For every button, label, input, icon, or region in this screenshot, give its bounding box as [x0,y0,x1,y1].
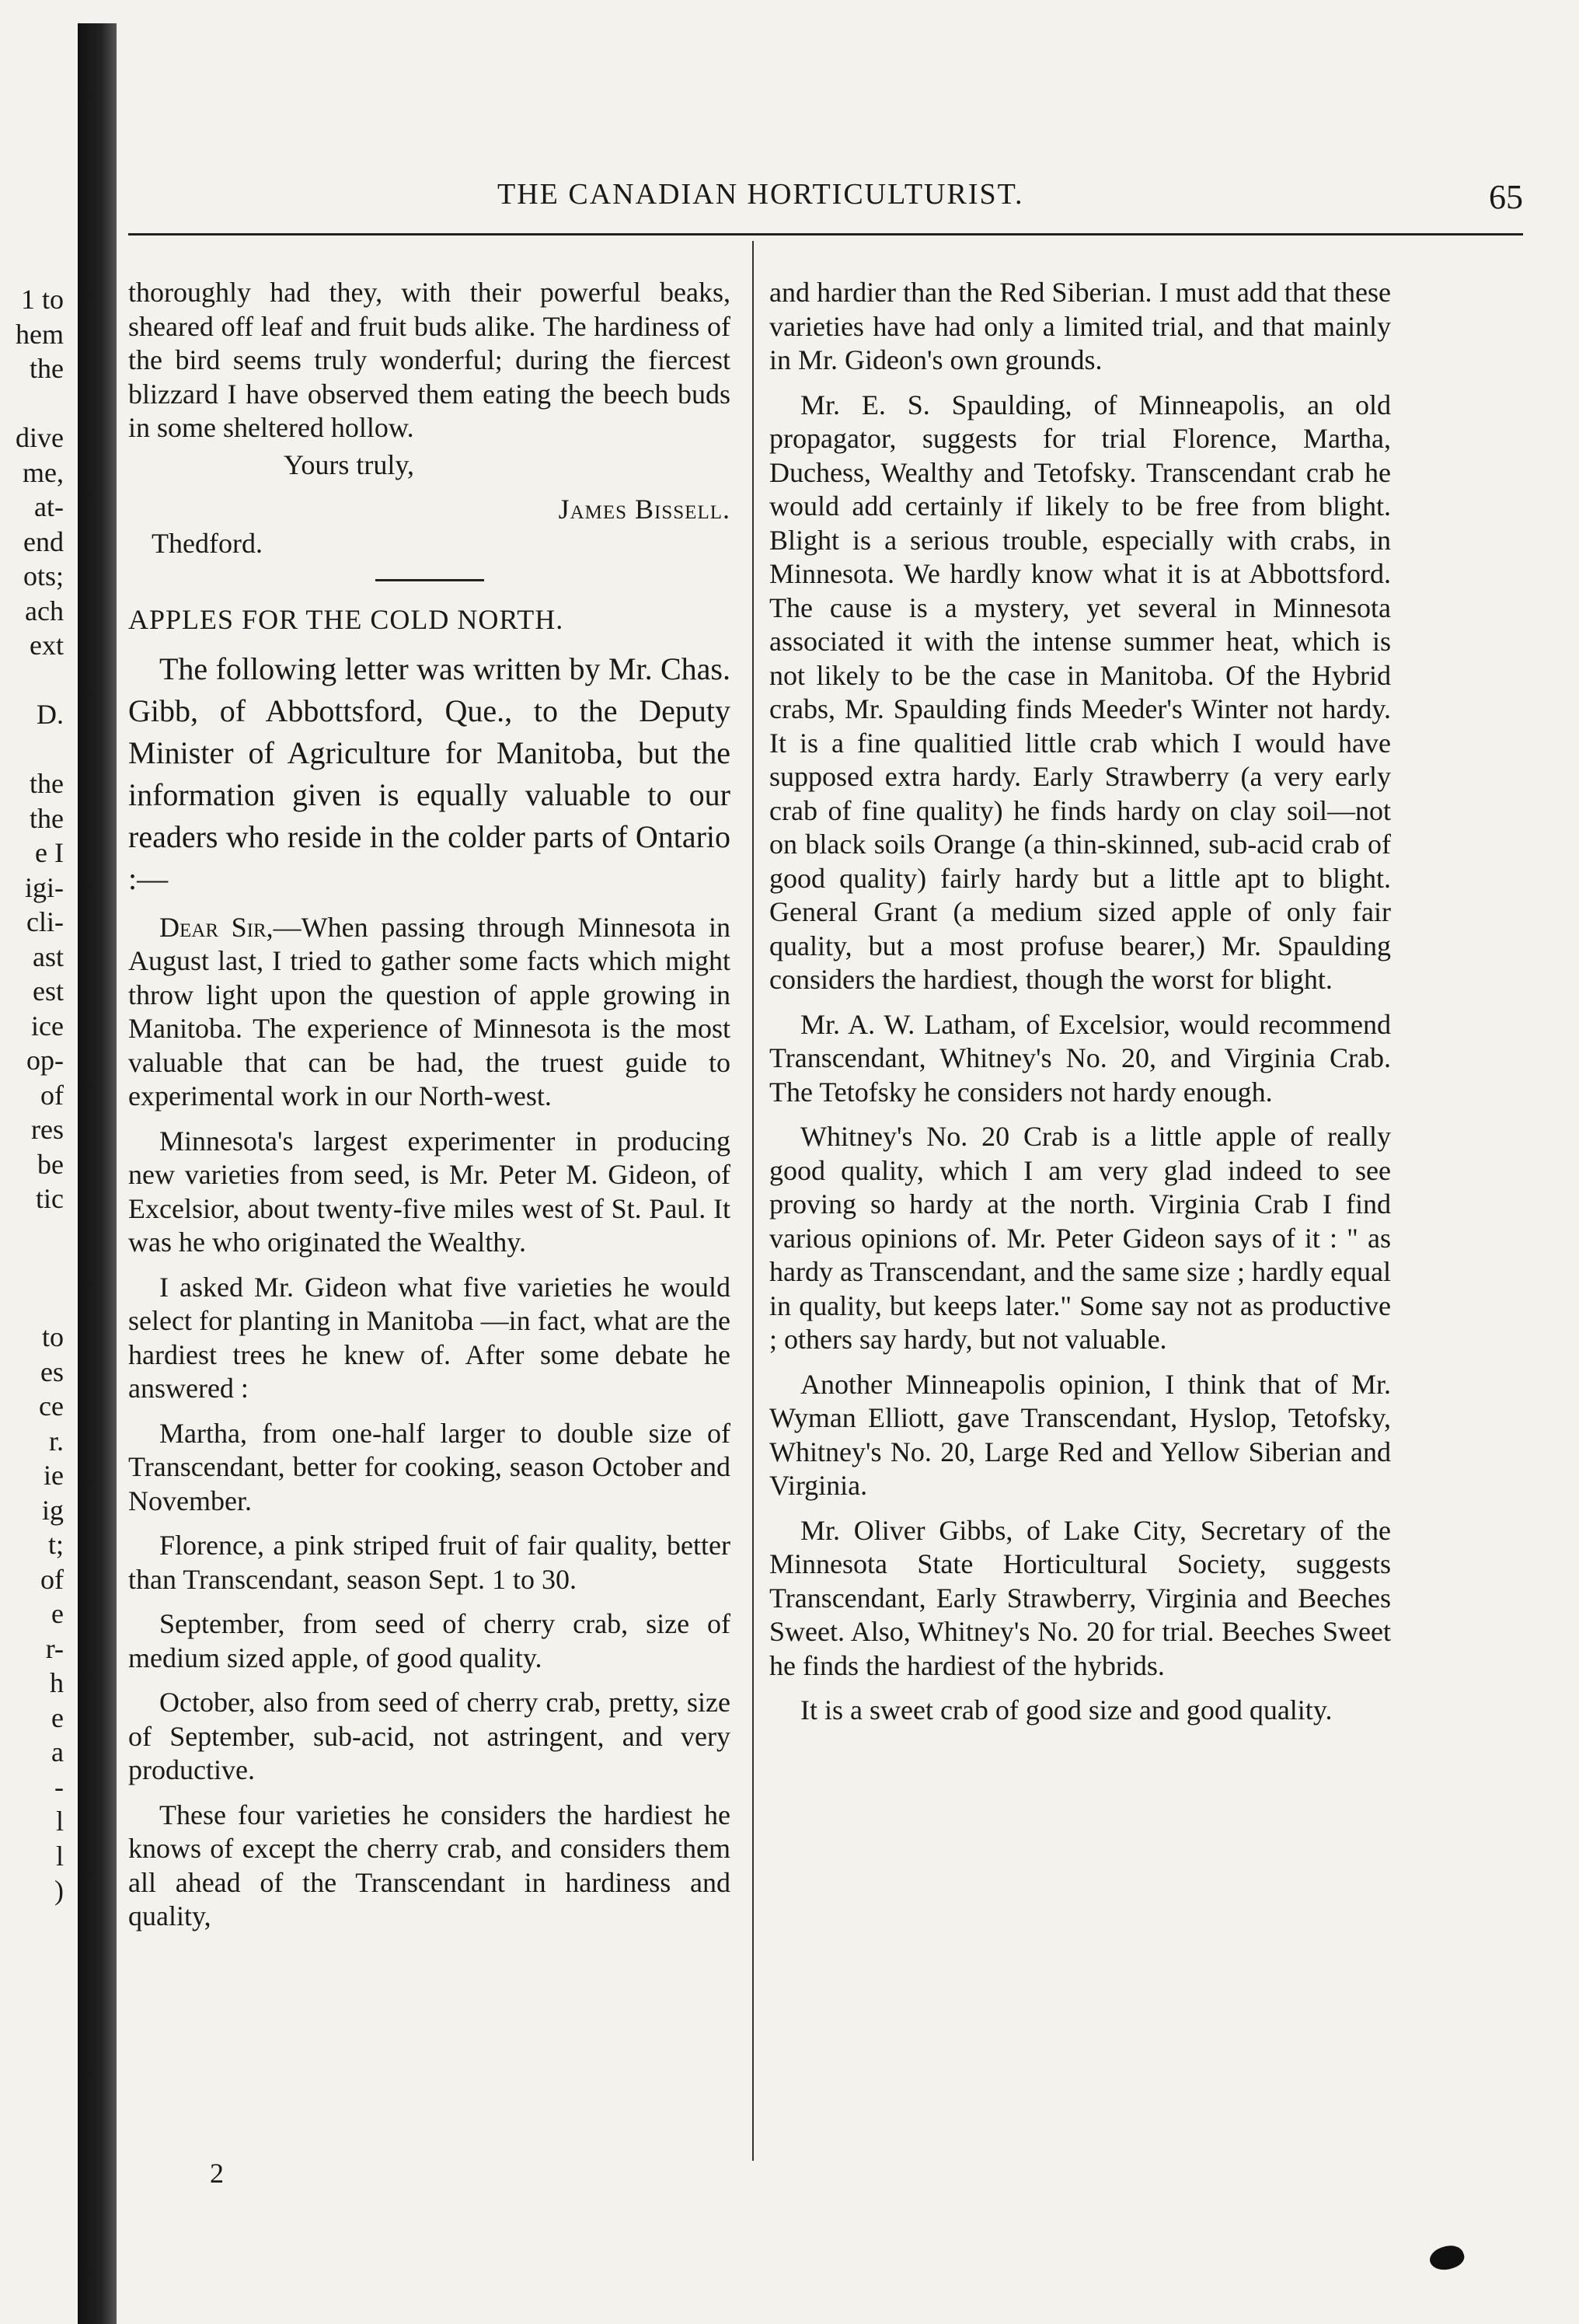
previous-page-fragment: end [23,525,64,557]
paragraph: It is a sweet crab of good size and good quality. [800,1694,1333,1726]
letter-signature: James Bissell. [558,494,730,525]
previous-page-fragment: e [51,1598,64,1629]
paragraph: Another Minneapolis opinion, I think that of Mr. Wyman Elliott, gave Transcendant, Hyslop, Tetofsky, Whitney's No. 20, Large Red and Yellow Siberian and Virginia. [769,1368,1391,1501]
previous-page-fragment: - [54,1771,64,1802]
column-divider [752,241,754,2161]
letter-place: Thedford. [152,527,263,559]
ink-blot [1427,2241,1467,2274]
previous-page-fragment: of [40,1079,64,1111]
previous-page-fragment: the [30,802,64,834]
paragraph: I asked Mr. Gideon what five varieties he would select for planting in Manitoba —in fact, what are the hardiest trees he knew of. After some debate he answered : [128,1271,730,1404]
previous-page-fragment: dive [16,422,64,453]
right-column [769,276,1391,1739]
previous-page-fragment: D. [37,699,64,730]
paragraph: and hardier than the Red Siberian. I must add that these varieties have had only a limited trial, and that mainly in Mr. Gideon's own grounds. [769,277,1391,375]
paragraph: Mr. E. S. Spaulding, of Minneapolis, an old propagator, suggests for trial Florence, Martha, Duchess, Wealthy and Tetofsky. Transcendant crab he would add certainly if likely to be free from blight. Blight is a serious trouble, especially with crabs, in Minnesota. We hardly know what it is at Abbottsford. The cause is a mystery, yet several in Minnesota associated it with the intense summer heat, which is not likely to be the case in Manitoba. Of the Hybrid crabs, Mr. Spaulding finds Meeder's Winter not hardy. It is a fine qualitied little crab which I would have supposed extra hardy. Early Strawberry (a very early crab of fine quality) he finds hardy on clay soil—not on black soils Orange (a thin-skinned, sub-acid crab of good quality) fairly hardy but a little apt to blight. General Grant (a medium sized apple of only fair quality, but a most profuse bearer,) Mr. Spaulding considers the hardiest, though the worst for blight. [769,389,1391,995]
running-header [311,177,1523,221]
previous-page-fragment: es [40,1356,64,1387]
previous-page-fragment: ce [39,1391,64,1422]
previous-page-fragment: the [30,353,64,384]
previous-page-fragment: ext [30,630,64,661]
paragraph: Florence, a pink striped fruit of fair quality, better than Transcendant, season Sept. 1 to 30. [128,1530,730,1595]
previous-page-fragment: cli- [26,906,64,937]
previous-page-fragment: igi- [25,871,64,903]
previous-page-fragment: ice [31,1010,64,1042]
previous-page-fragment: ) [54,1875,64,1906]
paragraph: Mr. Oliver Gibbs, of Lake City, Secretary of the Minnesota State Horticultural Society, suggests Transcendant, Early Strawberry, Virginia and Beeches Sweet. Also, Whitney's No. 20 for trial. Beeches Sweet he finds the hardiest of the hybrids. [769,1514,1391,1681]
previous-page-fragment: 1 to [20,284,64,315]
previous-page-fragment: e I [35,837,64,868]
binding-gutter [78,23,117,2324]
previous-page-fragment: t; [47,1529,64,1560]
previous-page-margin [0,0,78,2322]
paragraph: September, from seed of cherry crab, size of medium sized apple, of good quality. [128,1608,730,1673]
left-column [128,276,730,1945]
previous-page-fragment: r- [45,1632,64,1664]
previous-page-fragment: h [50,1667,64,1698]
letter-salutation: Dear Sir, [159,911,274,943]
header-rule [128,233,1523,236]
paragraph: Martha, from one-half larger to double size of Transcendant, better for cooking, season October and November. [128,1417,730,1516]
section-rule [375,579,484,581]
previous-page-fragment: of [40,1563,64,1595]
previous-page-fragment: res [31,1114,64,1145]
previous-page-fragment: ie [44,1460,64,1491]
article-intro: The following letter was written by Mr. Chas. Gibb, of Abbottsford, Que., to the Deputy Minister of Agriculture for Manitoba, but the information given is equally valuable to our readers who reside in the colder parts of Ontario :— [128,651,730,896]
article-heading: APPLES FOR THE COLD NORTH. [128,604,564,635]
previous-page-fragment: a [51,1736,64,1767]
previous-page-fragment: ots; [23,560,64,591]
letter-closing: Yours truly, [284,448,415,480]
previous-page-fragment: hem [16,318,64,350]
previous-page-fragment: at- [34,491,64,522]
previous-page-fragment: ach [25,595,64,626]
paragraph: Mr. A. W. Latham, of Excelsior, would recommend Transcendant, Whitney's No. 20, and Virginia Crab. The Tetofsky he considers not hardy enough. [769,1008,1391,1108]
previous-page-fragment: est [33,975,64,1007]
paragraph: thoroughly had they, with their powerful beaks, sheared off leaf and fruit buds alike. The hardiness of the bird seems truly wonderful; during the fiercest blizzard I have observed them eating the beech buds in some sheltered hollow. [128,277,730,443]
previous-page-fragment: the [30,768,64,799]
previous-page-fragment: tic [36,1183,64,1214]
previous-page-fragment: to [41,1321,64,1352]
paragraph: —When passing through Minnesota in August last, I tried to gather some facts which might throw light upon the question of apple growing in Manitoba. The experience of Minnesota is the most valuable that can be had, the truest guide to experimental work in our North-west. [128,911,730,1111]
previous-page-fragment: l [55,1840,64,1872]
previous-page-fragment: e [51,1701,64,1733]
previous-page-fragment: me, [23,456,64,488]
paragraph: These four varieties he considers the hardiest he knows of except the cherry crab, and considers them all ahead of the Transcendant in hardiness and quality, [128,1799,730,1931]
previous-page-fragment: be [37,1148,64,1180]
previous-page-fragment: l [55,1806,64,1837]
page-title: THE CANADIAN HORTICULTURIST. [497,178,1024,211]
previous-page-fragment: ig [41,1494,64,1526]
previous-page-fragment: op- [26,1045,64,1076]
paragraph: October, also from seed of cherry crab, pretty, size of September, sub-acid, not astringent, and very productive. [128,1687,730,1785]
paragraph: Whitney's No. 20 Crab is a little apple of really good quality, which I am very glad indeed to see proving so hardy at the north. Virginia Crab I find various opinions of. Mr. Peter Gideon says of it : " as hardy as Transcendant, and the same size ; hardly equal in quality, but keeps later." Some say not as productive ; others say hardy, but not valuable. [769,1121,1391,1355]
previous-page-fragment: r. [48,1425,64,1457]
previous-page-fragment: ast [33,940,64,972]
page-number: 65 [1489,178,1523,216]
signature-mark: 2 [210,2158,224,2189]
paragraph: Minnesota's largest experimenter in producing new varieties from seed, is Mr. Peter M. Gideon, of Excelsior, about twenty-five miles west of St. Paul. It was he who originated the Wealthy. [128,1125,730,1258]
